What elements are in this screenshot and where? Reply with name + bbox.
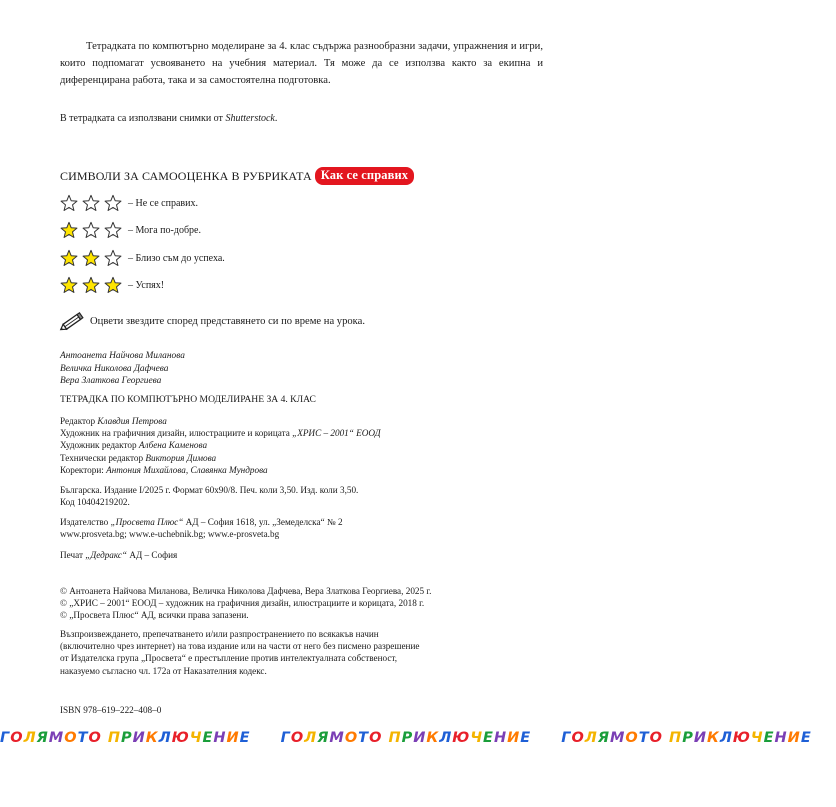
rating-label: – Не се справих. xyxy=(128,197,198,209)
photo-source: Shutterstock xyxy=(225,113,275,124)
pencil-icon xyxy=(60,310,86,332)
book-title: ТЕТРАДКА ПО КОМПЮТЪРНО МОДЕЛИРАНЕ ЗА 4. КЛАС xyxy=(60,394,316,405)
author-name: Антоанета Найчова Миланова xyxy=(60,351,185,361)
filled-star-icon xyxy=(60,221,78,239)
tech-editor-line: Технически редактор Виктория Димова xyxy=(60,452,217,463)
banner-text: ГОЛЯМОТО ПРИКЛЮЧЕНИЕ xyxy=(280,730,532,746)
intro-text xyxy=(60,38,543,89)
intro-paragraph: Тетрадката по компютърно моделиране за 4. клас съдържа разнообразни задачи, упражнения и игри, които подпомагат усвояването на учебния материал. Тя може да се използва както за екипна и диференцирана работа, така и за самостоятелна подготовка. xyxy=(60,41,543,86)
copyright-line: © „ХРИС – 2001“ ЕООД – художник на графичния дизайн, илюстрациите и корицата, 2018 г. xyxy=(60,598,425,609)
staff-credits xyxy=(60,415,381,476)
self-assessment-badge: Как се справих xyxy=(315,167,414,185)
instruction-row xyxy=(60,310,365,332)
empty-star-icon xyxy=(82,194,100,212)
legal-line: от Издателска група „Просвета“ е престъпление против интелектуалната собственост, xyxy=(60,653,398,664)
legal-notice xyxy=(60,628,419,677)
photo-credit: В тетрадката са използвани снимки от Shutterstock. xyxy=(60,113,278,124)
rating-row-0 xyxy=(60,194,198,212)
rating-row-3 xyxy=(60,276,164,294)
editor-line: Редактор Клавдия Петрова xyxy=(60,416,167,426)
banner-text: ГОЛЯМОТО ПРИКЛЮЧЕНИЕ xyxy=(561,730,812,746)
author-name: Величка Николова Дафчева xyxy=(60,363,169,374)
rating-stars xyxy=(60,276,124,294)
rating-label: – Мога по-добре. xyxy=(128,224,201,236)
edition-line: Българска. Издание I/2025 г. Формат 60х90/8. Печ. коли 3,50. Изд. коли 3,50. xyxy=(60,485,359,495)
publisher-websites: www.prosveta.bg; www.e-uchebnik.bg; www.e-prosveta.bg xyxy=(60,529,280,540)
empty-star-icon xyxy=(82,221,100,239)
filled-star-icon xyxy=(60,276,78,294)
copyright-block xyxy=(60,585,431,622)
legal-line: (включително чрез интернет) на това издание или на части от него без писмено разрешение xyxy=(60,641,420,652)
copyright-line: © Антоанета Найчова Миланова, Величка Николова Дафчева, Вера Златкова Георгиева, 2025 г. xyxy=(60,586,432,596)
legal-line: Възпроизвеждането, препечатването и/или разпространението по всякакъв начин xyxy=(60,629,379,639)
filled-star-icon xyxy=(104,276,122,294)
instruction-text: Оцвети звездите според представянето си по време на урока. xyxy=(90,315,366,327)
rating-row-2 xyxy=(60,249,225,267)
rating-stars xyxy=(60,221,124,239)
empty-star-icon xyxy=(104,194,122,212)
edition-info xyxy=(60,484,358,508)
empty-star-icon xyxy=(104,221,122,239)
legal-line: наказуемо съгласно чл. 172а от Наказателния кодекс. xyxy=(60,665,267,676)
empty-star-icon xyxy=(104,249,122,267)
authors xyxy=(60,350,185,388)
filled-star-icon xyxy=(60,249,78,267)
art-editor-line: Художник редактор Албена Каменова xyxy=(60,440,208,451)
symbols-heading-text: СИМВОЛИ ЗА САМООЦЕНКА В РУБРИКАТА xyxy=(60,168,312,183)
print-info: Печат „Дедракс“ АД – София xyxy=(60,550,178,560)
rating-label: – Близо съм до успеха. xyxy=(128,252,225,264)
publisher-info xyxy=(60,516,343,540)
rating-row-1 xyxy=(60,221,201,239)
artist-line: Художник на графичния дизайн, илюстрациите и корицата „ХРИС – 2001“ ЕООД xyxy=(60,428,381,439)
rating-label: – Успях! xyxy=(128,279,165,291)
filled-star-icon xyxy=(82,276,100,294)
symbols-heading xyxy=(60,167,414,185)
rating-stars xyxy=(60,249,124,267)
proofreaders-line: Коректори: Антония Михайлова, Славянка Мундрова xyxy=(60,464,268,475)
code-line: Код 10404219202. xyxy=(60,497,130,508)
copyright-line: © „Просвета Плюс“ АД, всички права запазени. xyxy=(60,610,249,621)
publisher-line: Издателство „Просвета Плюс“ АД – София 1618, ул. „Земеделска“ № 2 xyxy=(60,517,343,527)
isbn: ISBN 978–619–222–408–0 xyxy=(60,705,162,715)
author-name: Вера Златкова Георгиева xyxy=(60,376,162,386)
filled-star-icon xyxy=(82,249,100,267)
rating-stars xyxy=(60,194,124,212)
series-banner xyxy=(0,730,812,747)
empty-star-icon xyxy=(60,194,78,212)
banner-text: ГОЛЯМОТО ПРИКЛЮЧЕНИЕ xyxy=(0,730,251,746)
